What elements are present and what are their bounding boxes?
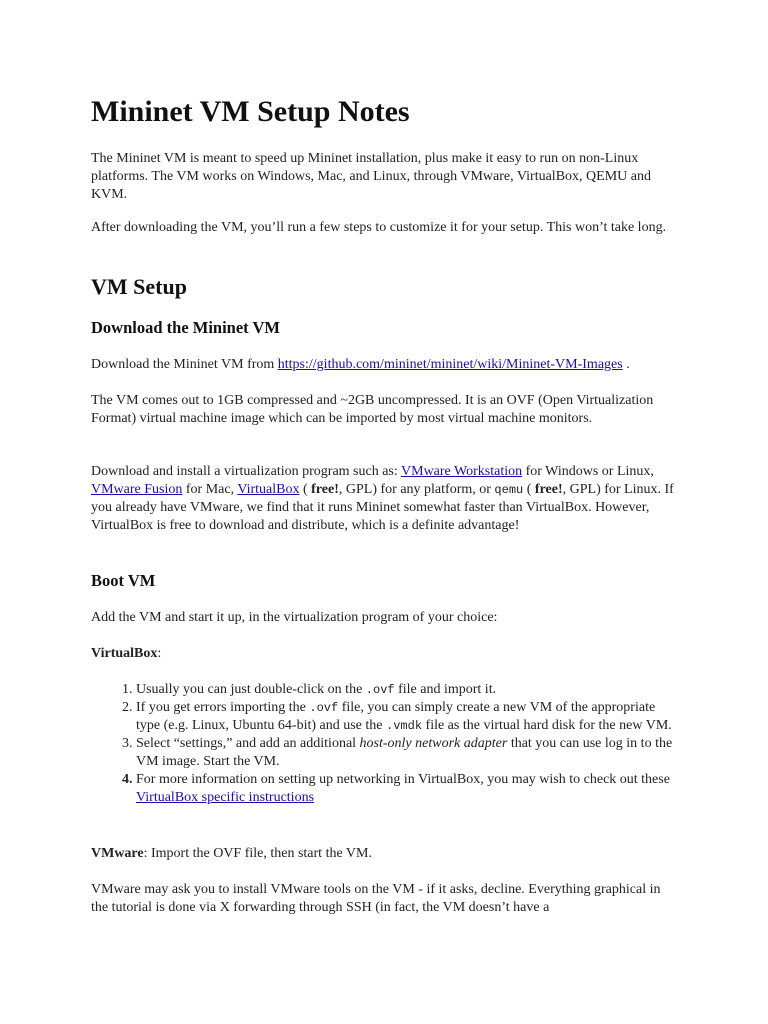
install-text-1: Download and install a virtualization program such as: (91, 464, 402, 479)
free-label-2: free! (534, 482, 563, 497)
install-text-3: for Mac, (182, 482, 238, 497)
vmware-fusion-link[interactable]: VMware Fusion (91, 482, 183, 497)
intro-paragraph-2: After downloading the VM, you’ll run a few steps to customize it for your setup. This won’t take long. (91, 220, 667, 235)
install-paragraph (91, 463, 681, 535)
step-2-text-mid: file, you can simply create a new VM of the appropriate type (e.g. Linux, Ubuntu 64-bit) and use the (136, 700, 656, 733)
install-text-2: for Windows or Linux, (522, 464, 654, 479)
download-suffix: . (622, 357, 630, 372)
list-item (136, 699, 681, 735)
step-4-text: For more information on setting up networking in VirtualBox, you may wish to check out these (136, 772, 670, 787)
install-text-7: , GPL) for Linux. If you already have VMware, we find that it runs Mininet somewhat faster than VirtualBox. However, VirtualBox is free to download and distribute, which is a definite advantage! (91, 482, 674, 533)
virtualbox-label-paragraph (91, 645, 681, 663)
step-2-text-end: file as the virtual hard disk for the new VM. (422, 718, 672, 733)
list-item (136, 681, 681, 699)
ovf-code: .ovf (365, 683, 395, 697)
virtualbox-colon: : (157, 646, 162, 661)
vm-images-link[interactable]: https://github.com/mininet/mininet/wiki/Mininet-VM-Images (277, 357, 623, 372)
subheading-download: Download the Mininet VM (91, 318, 280, 337)
vmware-text: : Import the OVF file, then start the VM. (143, 846, 372, 861)
vmware-tools-paragraph: VMware may ask you to install VMware tools on the VM - if it asks, decline. Everything graphical in the tutorial is done via X forwarding through SSH (in fact, the VM doesn’t have a (91, 882, 661, 915)
virtualbox-steps-list (91, 681, 681, 807)
section-heading-vm-setup: VM Setup (91, 274, 187, 299)
ovf-code: .ovf (309, 701, 339, 715)
vmware-workstation-link[interactable]: VMware Workstation (401, 464, 523, 479)
subheading-boot-vm: Boot VM (91, 571, 156, 590)
list-item (136, 735, 681, 771)
step-3-text-end: that you can use log in to the VM image. Start the VM. (136, 736, 673, 769)
list-item (136, 771, 681, 807)
host-only-adapter-emphasis: host-only network adapter (359, 736, 508, 751)
vmdk-code: .vmdk (386, 719, 423, 733)
download-paragraph (91, 356, 681, 374)
virtualbox-instructions-link[interactable]: VirtualBox specific instructions (136, 790, 315, 805)
step-2-text: If you get errors importing the (136, 700, 310, 715)
boot-intro-paragraph: Add the VM and start it up, in the virtualization program of your choice: (91, 610, 498, 625)
vm-size-paragraph: The VM comes out to 1GB compressed and ~2GB uncompressed. It is an OVF (Open Virtualization Format) virtual machine image which can be imported by most virtual machine monitors. (91, 393, 654, 426)
step-1-text: Usually you can just double-click on the (136, 682, 366, 697)
install-text-4: ( (299, 482, 312, 497)
virtualbox-label: VirtualBox (91, 646, 158, 661)
step-1-text-end: file and import it. (394, 682, 497, 697)
page-title: Mininet VM Setup Notes (91, 95, 410, 128)
download-text: Download the Mininet VM from (91, 357, 278, 372)
free-label-1: free! (311, 482, 339, 497)
vmware-label: VMware (91, 846, 144, 861)
install-text-5: , GPL) for any platform, or (338, 482, 495, 497)
step-3-text: Select “settings,” and add an additional (136, 736, 360, 751)
vmware-paragraph (91, 845, 681, 863)
intro-paragraph-1: The Mininet VM is meant to speed up Mininet installation, plus make it easy to run on non-Linux platforms. The VM works on Windows, Mac, and Linux, through VMware, VirtualBox, QEMU and KVM. (91, 151, 651, 202)
qemu-code: qemu (494, 483, 524, 497)
virtualbox-link[interactable]: VirtualBox (237, 482, 300, 497)
install-text-6: ( (523, 482, 535, 497)
